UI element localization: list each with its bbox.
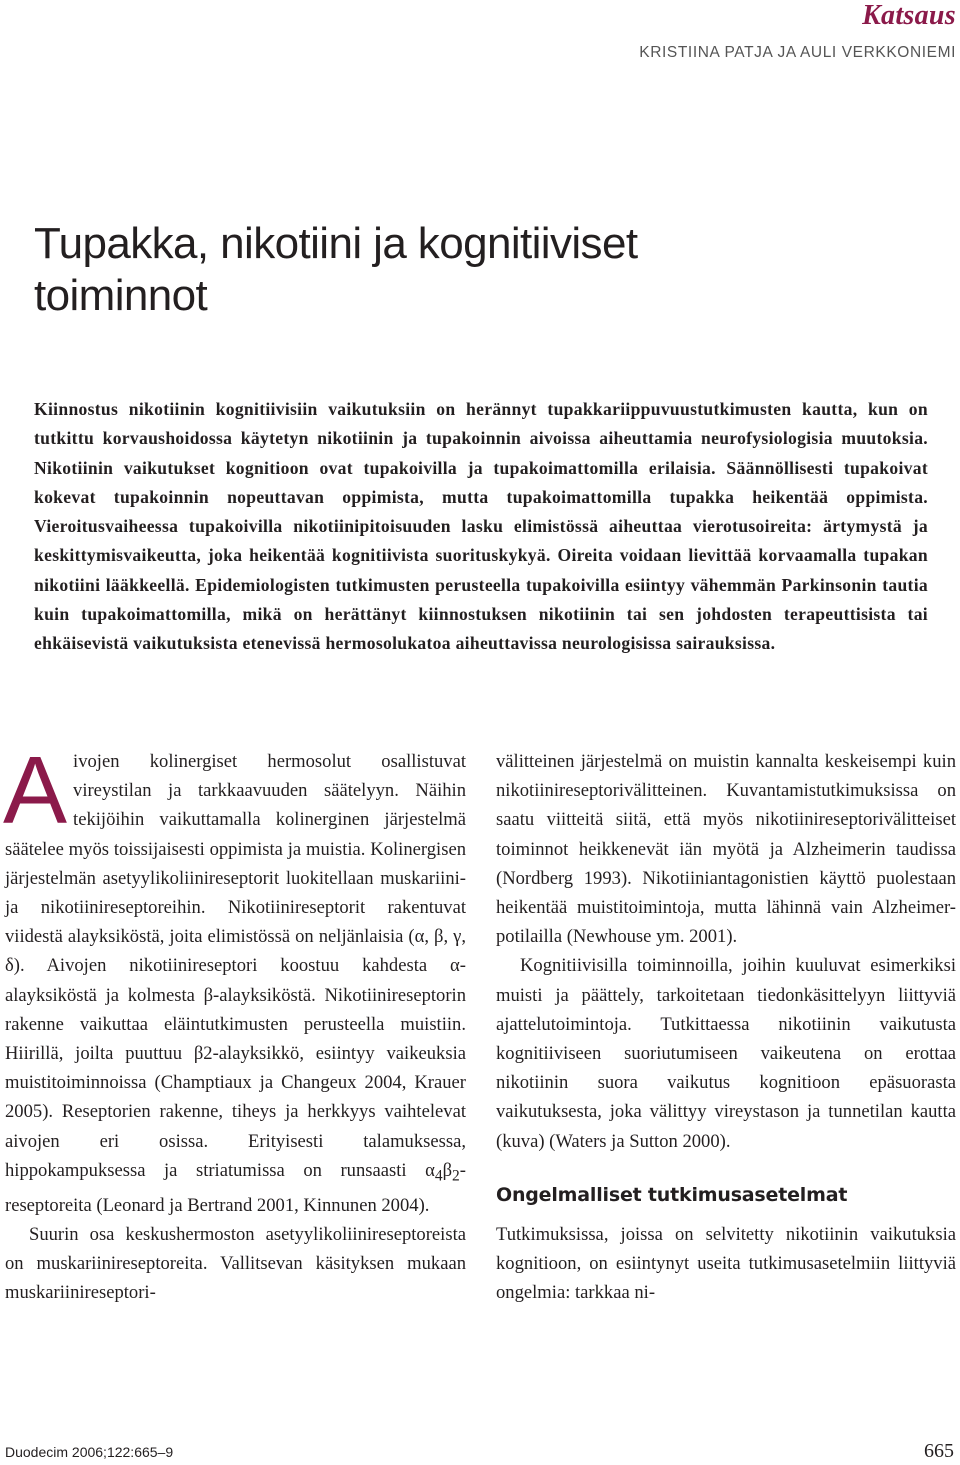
body-column-right [496, 747, 956, 1307]
authors: KRISTIINA PATJA JA AULI VERKKONIEMI [639, 44, 956, 61]
paragraph-text: -reseptoreita (Leonard ja Bertrand 2001, Kinnunen 2004). [5, 1159, 466, 1216]
paragraph-text: ivojen kolinergiset hermosolut osallistuvat vireystilan ja tarkkaavuuden säätelyyn. Näihin tekijöihin vaikuttamalla kolinerginen järjestelmä säätelee myös toissijaisesti oppimista ja muistia. Kolinergisen järjestelmän asetyylikoliinireseptorit luokitellaan muskariini- ja nikotiinireseptoreihin. Nikotiinireseptorit rakentuvat viidestä alayksiköstä, joita elimistössä on neljänlaisia (α, β, γ, δ). Aivojen nikotiinireseptori koostuu kahdesta α-alayksiköstä ja kolmesta β-alayksiköstä. Nikotiinireseptorin rakenne vaikuttaa eläintutkimusten perusteella muistiin. Hiirillä, joilta puuttuu β2-alayksikkö, esiintyy vaikeuksia muistitoiminnoissa (Champtiaux ja Changeux 2004, Krauer 2005). Reseptorien rakenne, tiheys ja herkkyys vaihtelevat aivojen eri osissa. Erityisesti talamuksessa, hippokampuksessa ja striatumissa on runsaasti α [5, 751, 466, 1181]
article-title [34, 218, 934, 322]
page-number: 665 [924, 1440, 954, 1462]
section-label: Katsaus [810, 0, 960, 36]
body-paragraph: Kognitiivisilla toiminnoilla, joihin kuuluvat esimerkiksi muisti ja päättely, tarkoitetaan tiedonkäsittelyyn liittyviä ajattelutoimintoja. Tutkittaessa nikotiinin vaikutusta kognitiiviseen suoriutumiseen vaikeutena on erottaa nikotiinin suora vaikutus kognitioon epäsuorasta vaikutuksesta, joka välittyy vireystason ja tunnetilan kautta (kuva) (Waters ja Sutton 2000). [496, 955, 956, 1152]
subscript: 2 [452, 1167, 460, 1185]
greek-beta: β [442, 1159, 453, 1181]
body-paragraph: Tutkimuksissa, joissa on selvitetty nikotiinin vaikutuksia kognitioon, on esiintynyt useita tutkimusasetelmiin liittyviä ongelmia: tarkkaa ni- [496, 1223, 956, 1304]
journal-citation: Duodecim 2006;122:665–9 [5, 1444, 174, 1460]
body-paragraph: välitteinen järjestelmä on muistin kannalta keskeisempi kuin nikotiinireseptorivälitteinen. Kuvantamistutkimuksissa on saatu viitteitä siitä, että myös nikotiinireseptorivälitteiset toiminnot heikkenevät iän myötä ja Alzheimerin taudissa (Nordberg 1993). Nikotiiniantagonistien käyttö puolestaan heikentää muistitoimintoja, mutta lähinnä vain Alzheimer-potilailla (Newhouse ym. 2001). [496, 751, 956, 948]
article-lead: Kiinnostus nikotiinin kognitiivisiin vaikutuksiin on herännyt tupakkariippuvuustutkimusten kautta, kun on tutkittu korvaushoidossa käytetyn nikotiinin ja tupakoinnin aivoissa aiheuttamia neurofysiologisia muutoksia. Nikotiinin vaikutukset kognitioon ovat tupakoivilla ja tupakoimattomilla erilaisia. Säännöllisesti tupakoivat kokevat tupakoinnin nopeuttavan oppimista, mutta tupakoimattomilla tupakka heikentää oppimista. Vieroitusvaiheessa tupakoivilla nikotiinipitoisuuden lasku elimistössä aiheuttaa vierotusoireita: ärtymystä ja keskittymisvaikeutta, joka heikentää kognitiivista suorituskykyä. Oireita voidaan lievittää korvaamalla tupakan nikotiini lääkkeellä. Epidemiologisten tutkimusten perusteella tupakoivilla esiintyy vähemmän Parkinsonin tautia kuin tupakoimattomilla, mikä on herättänyt kiinnostuksen nikotiinin tai sen johdosten terapeuttisista tai ehkäisevistä vaikutuksista etenevissä hermosolukatoa aiheuttavissa neurologisissa sairauksissa. [34, 399, 928, 654]
section-heading: Ongelmalliset tutkimusasetelmat [496, 1183, 848, 1206]
body-paragraph [3, 737, 466, 1220]
body-column-left [3, 737, 466, 1308]
title-line-1: Tupakka, nikotiini ja kognitiiviset [34, 219, 638, 268]
body-paragraph: Suurin osa keskushermoston asetyylikoliinireseptoreista on muskariinireseptoreita. Vallitsevan käsityksen mukaan muskariinireseptori- [5, 1223, 466, 1304]
drop-cap: A [3, 737, 68, 844]
title-line-2: toiminnot [34, 271, 208, 320]
subscript: 4 [434, 1167, 443, 1185]
